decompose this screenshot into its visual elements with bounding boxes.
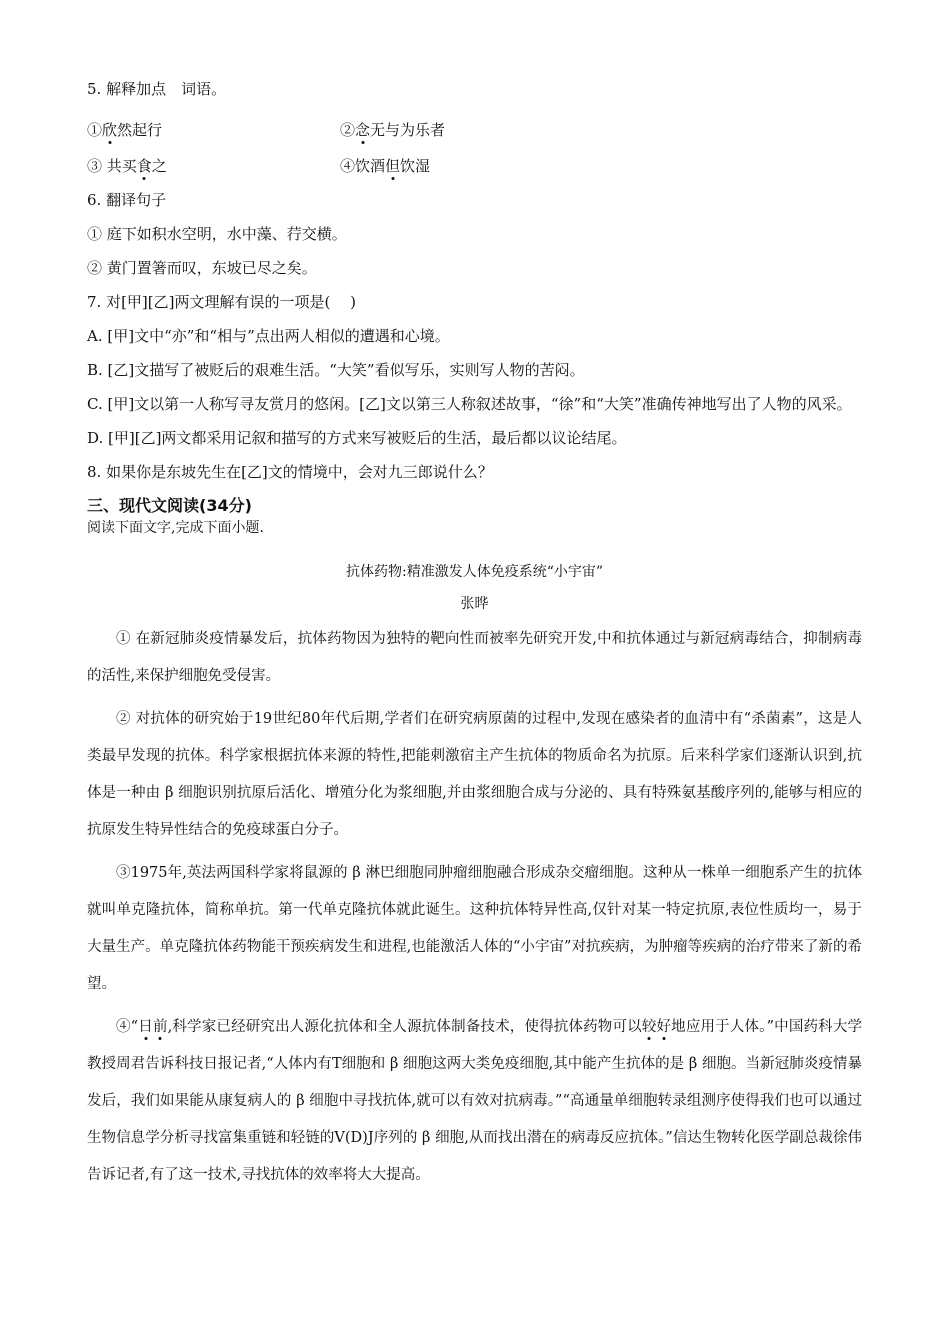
- q7-option-b: B. [乙]文描写了被贬后的艰难生活。“大笑”看似写乐，实则写人物的苦闷。: [87, 361, 585, 379]
- question-5-row-2: [87, 147, 862, 183]
- q5-item-1: ①欣然起行: [87, 120, 163, 139]
- dotted-char: 较: [641, 1019, 657, 1035]
- q7-option-d: D. [甲][乙]两文都采用记叙和描写的方式来写被贬后的生活，最后都以议论结尾。: [87, 429, 627, 447]
- q7-option-c: C. [甲]文以第一人称写寻友赏月的悠闲。[乙]文以第三人称叙述故事，“徐”和“大笑”准确传神地写出了人物的风采。: [87, 395, 852, 413]
- article-paragraph-1: ① 在新冠肺炎疫情暴发后，抗体药物因为独特的靶向性而被率先研究开发,中和抗体通过与新冠病毒结合，抑制病毒的活性,来保护细胞免受侵害。: [87, 631, 862, 684]
- article-paragraph-3: ③1975年,英法两国科学家将鼠源的 β 淋巴细胞同肿瘤细胞融合形成杂交瘤细胞。这种从一株单一细胞系产生的抗体就叫单克隆抗体，简称单抗。第一代单克隆抗体就此诞生。这种抗体特异性高,仅针对某一特定抗原,表位性质均一，易于大量生产。单克隆抗体药物能干预疾病发生和进程,也能激活人体的“小宇宙”对抗疾病，为肿瘤等疾病的治疗带来了新的希望。: [87, 865, 862, 992]
- question-7-title: 7. 对[甲][乙]两文理解有误的一项是( ): [87, 293, 356, 311]
- question-6-title: 6. 翻译句子: [87, 191, 167, 209]
- article-title: 抗体药物:精准激发人体免疫系统“小宇宙”: [345, 564, 604, 580]
- dotted-char: 日: [138, 1019, 153, 1035]
- q6-item-2: ② 黄门置箸而叹，东坡已尽之矣。: [87, 259, 317, 277]
- q5-item-2: ②念无与为乐者: [340, 120, 446, 139]
- dotted-char: 欣: [102, 120, 118, 139]
- document-page: [87, 78, 862, 1194]
- section-3-intro: 阅读下面文字,完成下面小题.: [87, 520, 264, 536]
- question-5-title: 5. 解释加点 词语。: [87, 80, 227, 98]
- q5-item-3: ③ 共买食之: [87, 156, 167, 175]
- dotted-char: 好: [656, 1019, 672, 1035]
- dotted-char: 但: [385, 156, 401, 175]
- dotted-char: 念: [355, 120, 371, 139]
- article-paragraph-4: ④“日前,科学家已经研究出人源化抗体和全人源抗体制备技术，使得抗体药物可以较好地应用于人体。”中国药科大学教授周君告诉科技日报记者,“人体内有T细胞和 β 细胞这两大类免疫细胞,其中能产生抗体的是 β 细胞。当新冠肺炎疫情暴发后，我们如果能从康复病人的 β 细胞中寻找抗体,就可以有效对抗病毒。”“高通量单细胞转录组测序使得我们也可以通过生物信息学分析寻找富集重链和轻链的V(D)J序列的 β 细胞,从而找出潜在的病毒反应抗体。”信达生物转化医学副总裁徐伟告诉记者,有了这一技术,寻找抗体的效率将大大提高。: [87, 1019, 863, 1183]
- article-author: 张晔: [460, 596, 489, 612]
- section-3-title: 三、现代文阅读(34分): [87, 496, 252, 515]
- question-5-row-1: [87, 111, 862, 147]
- article-paragraph-2: ② 对抗体的研究始于19世纪80年代后期,学者们在研究病原菌的过程中,发现在感染者的血清中有“杀菌素”，这是人类最早发现的抗体。科学家根据抗体来源的特性,把能刺激宿主产生抗体的物质命名为抗原。后来科学家们逐渐认识到,抗体是一种由 β 细胞识别抗原后活化、增殖分化为浆细胞,并由浆细胞合成与分泌的、具有特殊氨基酸序列的,能够与相应的抗原发生特异性结合的免疫球蛋白分子。: [87, 711, 862, 838]
- q7-option-a: A. [甲]文中“亦”和“相与”点出两人相似的遭遇和心境。: [87, 327, 450, 345]
- q5-item-4: ④饮酒但饮湿: [340, 156, 431, 175]
- q6-item-1: ① 庭下如积水空明，水中藻、荇交横。: [87, 225, 347, 243]
- dotted-char: 食: [136, 156, 152, 175]
- question-8-title: 8. 如果你是东坡先生在[乙]文的情境中，会对九三郎说什么？: [87, 463, 493, 481]
- dotted-char: 前: [152, 1019, 168, 1035]
